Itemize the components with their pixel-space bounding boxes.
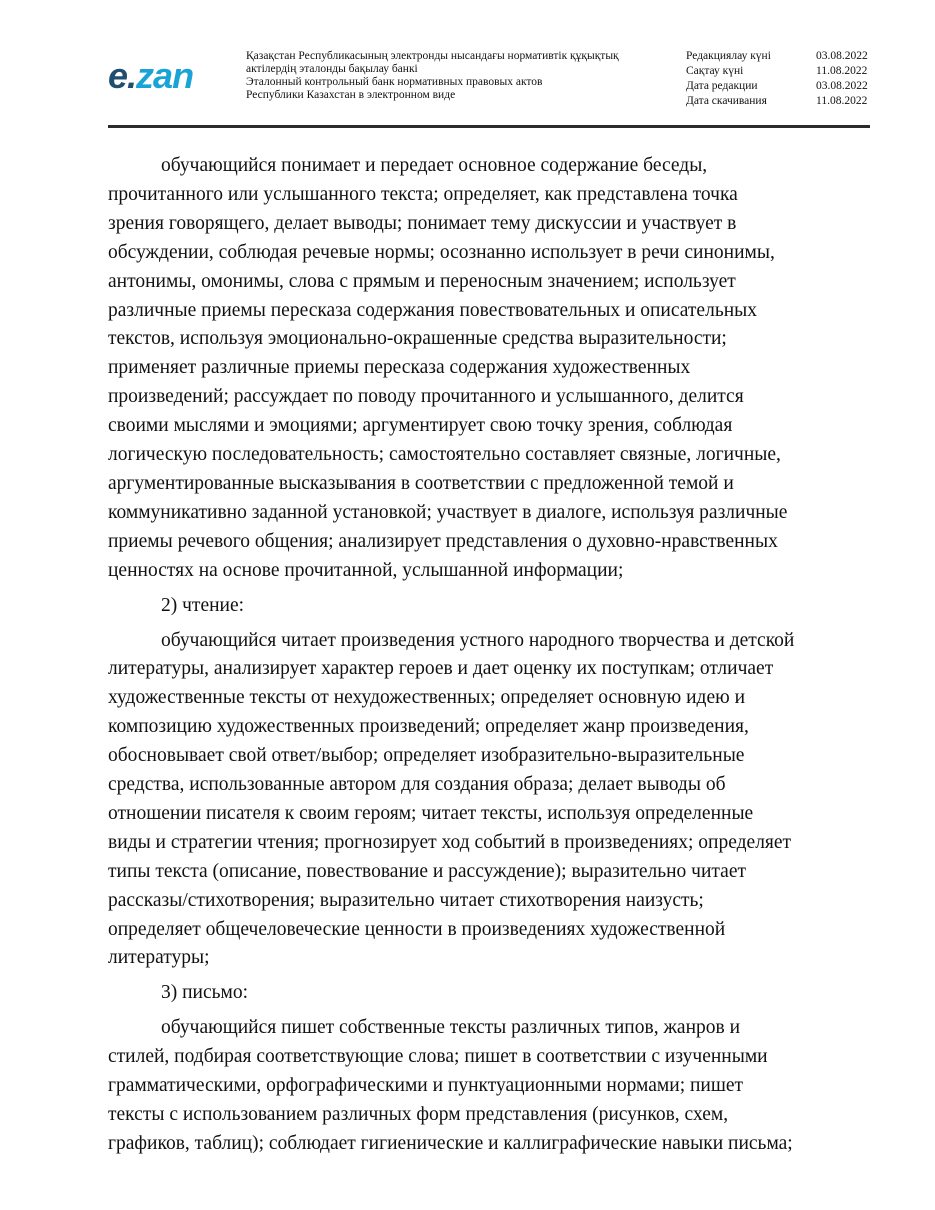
text-line: тексты с использованием различных форм представления (рисунков, схем, [108, 1104, 729, 1125]
meta-row-edit-date-ru [686, 79, 876, 94]
meta-row-save-date-kz [686, 64, 876, 79]
text-line: произведений; рассуждает по поводу прочитанного и услышанного, делится [108, 386, 744, 408]
text-line: отношении писателя к своим героям; читает тексты, используя определенные [108, 802, 754, 824]
text-line: текстов, используя эмоционально-окрашенные средства выразительности; [108, 328, 727, 350]
text-line: антонимы, омонимы, слова с прямым и переносным значением; использует [108, 270, 736, 292]
text-line: обучающийся пишет собственные тексты различных типов, жанров и [161, 1017, 741, 1039]
text-line: приемы речевого общения; анализирует представления о духовно-нравственных [108, 530, 778, 552]
header-divider [108, 125, 870, 128]
text-line: обсуждении, соблюдая речевые нормы; осознанно использует в речи синонимы, [108, 241, 775, 263]
section-heading-writing [108, 979, 870, 1008]
meta-value: 11.08.2022 [816, 65, 868, 77]
header-description-line: Республики Казахстан в электронном виде [246, 89, 456, 101]
document-body [108, 152, 870, 1165]
logo-dot: . [127, 55, 137, 96]
meta-label: Редакциялау күні [686, 50, 771, 62]
text-line: виды и стратегии чтения; прогнозирует ход событий в произведениях; определяет [108, 831, 792, 853]
text-line: композицию художественных произведений; определяет жанр произведения, [108, 716, 749, 738]
paragraph-reading [108, 627, 870, 974]
text-line: различные приемы пересказа содержания повествовательных и описательных [108, 299, 758, 321]
meta-label: Дата скачивания [686, 95, 767, 107]
header-description [246, 50, 666, 102]
document-header [108, 40, 870, 128]
text-line: обучающийся понимает и передает основное содержание беседы, [161, 155, 708, 176]
meta-label: Дата редакции [686, 80, 758, 92]
text-line: художественные тексты от нехудожественных; определяет основную идею и [108, 687, 746, 709]
text-line: своими мыслями и эмоциями; аргументирует свою точку зрения, соблюдая [108, 415, 733, 437]
text-line: коммуникативно заданной установкой; участвует в диалоге, используя различные [108, 501, 788, 523]
text-line: обучающийся читает произведения устного народного творчества и детской [161, 629, 795, 651]
ezan-logo[interactable] [108, 56, 218, 96]
header-description-line: Эталонный контрольный банк нормативных правовых актов [246, 76, 543, 88]
paragraph-speaking-listening [108, 152, 870, 586]
section-heading-reading [108, 592, 870, 621]
logo-e: e [108, 55, 128, 96]
paragraph-writing [108, 1014, 870, 1159]
header-meta [686, 49, 876, 109]
text-line: графиков, таблиц); соблюдает гигиенические и каллиграфические навыки письма; [108, 1132, 793, 1154]
text-line: рассказы/стихотворения; выразительно читает стихотворения наизусть; [108, 889, 704, 911]
text-line: средства, использованные автором для создания образа; делает выводы об [108, 774, 726, 796]
text-line: стилей, подбирая соответствующие слова; пишет в соответствии с изученными [108, 1046, 768, 1068]
text-line: 2) чтение: [161, 594, 245, 616]
text-line: типы текста (описание, повествование и рассуждение); выразительно читает [108, 860, 747, 882]
text-line: прочитанного или услышанного текста; определяет, как представлена точка [108, 183, 738, 205]
logo-zan: zan [136, 55, 194, 96]
meta-value: 03.08.2022 [816, 80, 868, 92]
header-description-line: актілердің эталонды бақылау банкі [246, 63, 418, 75]
text-line: обосновывает свой ответ/выбор; определяет изобразительно-выразительные [108, 745, 745, 767]
text-line: зрения говорящего, делает выводы; понимает тему дискуссии и участвует в [108, 212, 737, 234]
text-line: ценностях на основе прочитанной, услышанной информации; [108, 559, 624, 581]
header-description-line: Қазақстан Республикасының электронды нысандағы нормативтік құқықтық [246, 50, 619, 62]
meta-value: 03.08.2022 [816, 50, 868, 62]
text-line: 3) письмо: [161, 982, 249, 1004]
text-line: литературы; [108, 947, 210, 969]
text-line: аргументированные высказывания в соответствии с предложенной темой и [108, 472, 734, 494]
meta-label: Сақтау күні [686, 65, 744, 77]
meta-row-download-date-ru [686, 94, 876, 109]
text-line: определяет общечеловеческие ценности в произведениях художественной [108, 918, 726, 940]
text-line: грамматическими, орфографическими и пунктуационными нормами; пишет [108, 1075, 744, 1097]
text-line: логическую последовательность; самостоятельно составляет связные, логичные, [108, 444, 781, 466]
meta-row-edit-date-kz [686, 49, 876, 64]
meta-value: 11.08.2022 [816, 95, 868, 107]
text-line: применяет различные приемы пересказа содержания художественных [108, 357, 691, 379]
text-line: литературы, анализирует характер героев и дает оценку их поступкам; отличает [108, 658, 774, 680]
